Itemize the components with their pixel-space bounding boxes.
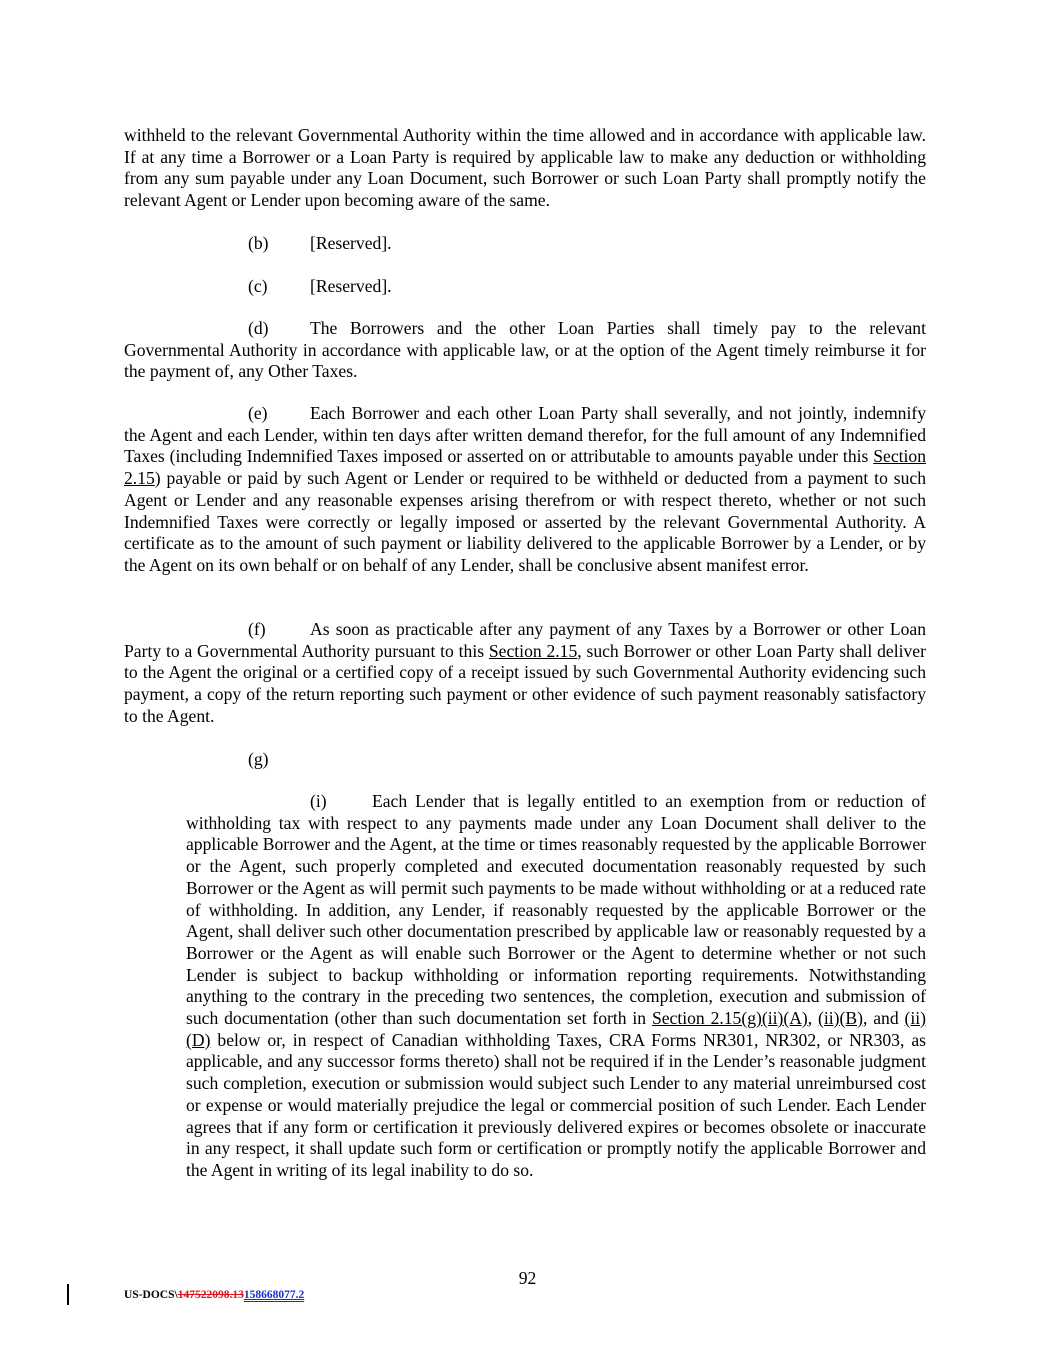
clause-f: (f) As soon as practicable after any payment of any Taxes by a Borrower or other Loan Party to a Governmental Authority pursuant to this Section 2.15, such Borrower or other Loan Party shall deliver to the Agent the original or a certified copy of a receipt issued by such Governmental Authority evidencing such payment, a copy of the return reporting such payment or other evidence of such payment reasonably satisfactory to the Agent. bbox=[124, 619, 926, 726]
clause-c: (c) [Reserved]. bbox=[248, 276, 392, 296]
clause-b: (b) [Reserved]. bbox=[248, 233, 392, 253]
paragraph-continuation: withheld to the relevant Governmental Authority within the time allowed and in accordance with applicable law. If at any time a Borrower or a Loan Party is required by applicable law to make any deduction or withholding from any sum payable under any Loan Document, such Borrower or such Loan Party shall promptly notify the relevant Agent or Lender upon becoming aware of the same. bbox=[124, 125, 926, 211]
document-footer bbox=[124, 1288, 304, 1302]
clause-label: (e) bbox=[248, 403, 268, 423]
section-reference: (ii)(D) bbox=[186, 1008, 926, 1050]
footer-deleted-id: 147522098.13 bbox=[177, 1289, 244, 1301]
change-bar bbox=[67, 1284, 69, 1305]
clause-g bbox=[124, 749, 926, 771]
clause-e: (e) Each Borrower and each other Loan Party shall severally, and not jointly, indemnify the Agent and each Lender, within ten days after written demand therefor, for the full amount of any Indemnified Taxes (including Indemnified Taxes imposed or asserted on or attributable to amounts payable under this Section 2.15) payable or paid by such Agent or Lender or required to be withheld or deducted from a payment to such Agent or Lender and any reasonable expenses arising therefrom or with respect thereto, whether or not such Indemnified Taxes were correctly or legally imposed or asserted by the relevant Governmental Authority. A certificate as to the amount of such payment or liability delivered to the applicable Borrower by a Lender, or by the Agent on its own behalf or on behalf of any Lender, shall be conclusive absent manifest error. bbox=[124, 403, 926, 575]
section-reference: Section 2.15(g)(ii)(A) bbox=[651, 1008, 808, 1029]
section-reference: (ii)(B) bbox=[818, 1008, 863, 1029]
clause-label: (g) bbox=[248, 749, 269, 769]
section-reference: Section 2.15 bbox=[488, 640, 578, 661]
footer-prefix: US-DOCS\ bbox=[124, 1289, 178, 1301]
clause-label: (i) bbox=[310, 791, 327, 811]
section-reference: Section 2.15 bbox=[124, 446, 926, 489]
footer-inserted-id: 158668077.2 bbox=[243, 1289, 305, 1301]
clause-d: (d) The Borrowers and the other Loan Parties shall timely pay to the relevant Governmental Authority in accordance with applicable law, or at the option of the Agent timely reimburse it for the payment of, any Other Taxes. bbox=[124, 318, 926, 382]
clause-g-i: (i) Each Lender that is legally entitled to an exemption from or reduction of withholding tax with respect to any payments made under any Loan Document shall deliver to the applicable Borrower and the Agent, at the time or times reasonably requested by the applicable Borrower or the Agent, such properly completed and executed documentation reasonably requested by such Borrower or the Agent as will permit such payments to be made without withholding or at a reduced rate of withholding. In addition, any Lender, if reasonably requested by the applicable Borrower or the Agent, shall deliver such other documentation prescribed by applicable law or reasonably requested by a Borrower or the Agent as will enable such Borrower or the Agent to determine whether or not such Lender is subject to backup withholding or information reporting requirements. Notwithstanding anything to the contrary in the preceding two sentences, the completion, execution and submission of such documentation (other than such documentation set forth in Section 2.15(g)(ii)(A), (ii)(B), and (ii)(D) below or, in respect of Canadian withholding Taxes, CRA Forms NR301, NR302, or NR303, as applicable, and any successor forms thereto) shall not be required if in the Lender’s reasonable judgment such completion, execution or submission would subject such Lender to any material unreimbursed cost or expense or would materially prejudice the legal or commercial position of such Lender. Each Lender agrees that if any form or certification it previously delivered expires or becomes obsolete or inaccurate in any respect, it shall update such form or certification or promptly notify the applicable Borrower and the Agent in writing of its legal inability to do so. bbox=[186, 791, 926, 1180]
clause-label: (c) bbox=[248, 276, 268, 296]
page-number: 92 bbox=[518, 1268, 537, 1288]
clause-label: (d) bbox=[248, 318, 269, 338]
clause-label: (b) bbox=[248, 233, 269, 253]
clause-label: (f) bbox=[248, 619, 266, 639]
